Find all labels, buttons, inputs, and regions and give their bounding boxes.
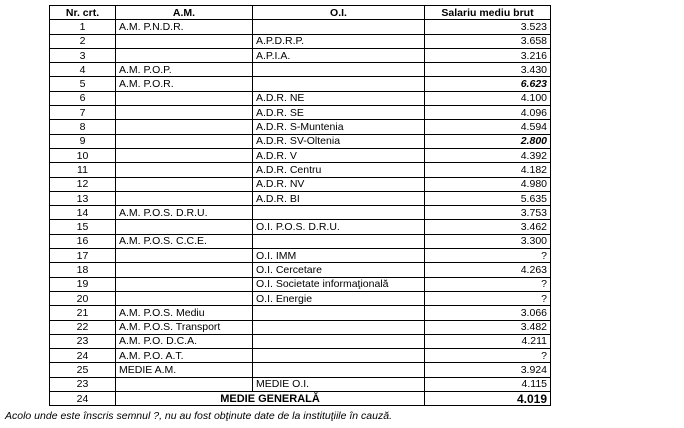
- row-salary: 4.980: [425, 177, 551, 191]
- row-nr: 11: [50, 163, 116, 177]
- table-row: [50, 291, 551, 305]
- row-oi: A.D.R. BI: [253, 191, 425, 205]
- row-oi: O.I. Societate informaţională: [253, 277, 425, 291]
- row-nr: 1: [50, 20, 116, 34]
- row-oi: A.D.R. SE: [253, 106, 425, 120]
- table-row: [50, 320, 551, 334]
- header-am: A.M.: [116, 6, 253, 20]
- row-salary: 3.924: [425, 363, 551, 377]
- row-oi: A.D.R. NE: [253, 91, 425, 105]
- row-salary: 3.300: [425, 234, 551, 248]
- row-am: A.M. P.O.S. Mediu: [116, 306, 253, 320]
- row-nr: 24: [50, 349, 116, 363]
- row-salary: 3.430: [425, 63, 551, 77]
- row-oi: [253, 363, 425, 377]
- row-am: [116, 91, 253, 105]
- row-salary: 4.392: [425, 148, 551, 162]
- table-row: [50, 134, 551, 148]
- row-salary: ?: [425, 349, 551, 363]
- row-am: [116, 106, 253, 120]
- row-am: A.M. P.O.S. Transport: [116, 320, 253, 334]
- row-oi: MEDIE O.I.: [253, 377, 425, 391]
- row-nr: 21: [50, 306, 116, 320]
- row-am: A.M. P.N.D.R.: [116, 20, 253, 34]
- row-salary: 4.182: [425, 163, 551, 177]
- row-salary: 3.462: [425, 220, 551, 234]
- row-am: MEDIE A.M.: [116, 363, 253, 377]
- header-nr: Nr. crt.: [50, 6, 116, 20]
- row-am: A.M. P.O.P.: [116, 63, 253, 77]
- row-oi: O.I. P.O.S. D.R.U.: [253, 220, 425, 234]
- row-nr: 14: [50, 206, 116, 220]
- row-oi: A.D.R. V: [253, 148, 425, 162]
- table-row: [50, 106, 551, 120]
- row-oi: A.D.R. SV-Oltenia: [253, 134, 425, 148]
- row-am: A.M. P.O. D.C.A.: [116, 334, 253, 348]
- row-salary: 5.635: [425, 191, 551, 205]
- row-oi: [253, 77, 425, 91]
- row-am: [116, 148, 253, 162]
- row-am: [116, 263, 253, 277]
- row-nr: 19: [50, 277, 116, 291]
- row-nr: 23: [50, 334, 116, 348]
- row-oi: [253, 63, 425, 77]
- salary-table: [49, 5, 551, 406]
- row-oi: [253, 320, 425, 334]
- row-oi: O.I. IMM: [253, 249, 425, 263]
- row-am: A.M. P.O.S. D.R.U.: [116, 206, 253, 220]
- row-salary: ?: [425, 277, 551, 291]
- row-nr: 3: [50, 48, 116, 62]
- table-body: [50, 20, 551, 406]
- table-row: [50, 206, 551, 220]
- row-salary: 3.523: [425, 20, 551, 34]
- row-nr: 18: [50, 263, 116, 277]
- row-am: A.M. P.O.S. C.C.E.: [116, 234, 253, 248]
- row-oi: [253, 234, 425, 248]
- footnote: Acolo unde este înscris semnul ?, nu au fost obţinute date de la instituţiile în cauză.: [5, 410, 392, 422]
- row-salary-highlight: 2.800: [425, 134, 551, 148]
- table-row: [50, 148, 551, 162]
- row-nr: 9: [50, 134, 116, 148]
- row-nr: 7: [50, 106, 116, 120]
- total-label: MEDIE GENERALĂ: [116, 392, 425, 406]
- row-salary: 3.066: [425, 306, 551, 320]
- row-salary-highlight: 6.623: [425, 77, 551, 91]
- row-am: A.M. P.O.R.: [116, 77, 253, 91]
- row-nr: 23: [50, 377, 116, 391]
- table-row: [50, 377, 551, 391]
- row-nr: 12: [50, 177, 116, 191]
- header-oi: O.I.: [253, 6, 425, 20]
- table-row: [50, 163, 551, 177]
- row-nr: 17: [50, 249, 116, 263]
- row-am: [116, 220, 253, 234]
- row-oi: [253, 20, 425, 34]
- row-salary: ?: [425, 249, 551, 263]
- row-salary: 3.482: [425, 320, 551, 334]
- row-oi: [253, 206, 425, 220]
- row-am: [116, 34, 253, 48]
- row-oi: A.P.D.R.P.: [253, 34, 425, 48]
- row-salary: ?: [425, 291, 551, 305]
- header-salary: Salariu mediu brut: [425, 6, 551, 20]
- row-oi: [253, 349, 425, 363]
- row-am: [116, 48, 253, 62]
- row-nr: 4: [50, 63, 116, 77]
- total-salary: 4.019: [425, 392, 551, 406]
- table-row: [50, 277, 551, 291]
- row-nr: 16: [50, 234, 116, 248]
- row-nr: 10: [50, 148, 116, 162]
- row-oi: A.D.R. NV: [253, 177, 425, 191]
- row-salary: 4.211: [425, 334, 551, 348]
- row-salary: 4.594: [425, 120, 551, 134]
- table-row: [50, 306, 551, 320]
- row-am: [116, 377, 253, 391]
- row-nr: 20: [50, 291, 116, 305]
- table-row: [50, 177, 551, 191]
- row-oi: A.D.R. S-Muntenia: [253, 120, 425, 134]
- row-salary: 4.096: [425, 106, 551, 120]
- table-row: [50, 334, 551, 348]
- row-nr: 25: [50, 363, 116, 377]
- row-am: [116, 163, 253, 177]
- row-salary: 3.216: [425, 48, 551, 62]
- table-row: [50, 20, 551, 34]
- row-am: [116, 191, 253, 205]
- row-salary: 3.658: [425, 34, 551, 48]
- total-nr: 24: [50, 392, 116, 406]
- row-nr: 8: [50, 120, 116, 134]
- row-salary: 4.100: [425, 91, 551, 105]
- table-row: [50, 91, 551, 105]
- table-row: [50, 63, 551, 77]
- row-nr: 15: [50, 220, 116, 234]
- row-nr: 2: [50, 34, 116, 48]
- table-row: [50, 120, 551, 134]
- table-row: [50, 263, 551, 277]
- row-nr: 5: [50, 77, 116, 91]
- row-am: [116, 291, 253, 305]
- table-row: [50, 191, 551, 205]
- table-row: [50, 234, 551, 248]
- row-nr: 13: [50, 191, 116, 205]
- row-am: [116, 249, 253, 263]
- row-oi: O.I. Cercetare: [253, 263, 425, 277]
- table-row: [50, 363, 551, 377]
- row-salary: 3.753: [425, 206, 551, 220]
- table-row: [50, 249, 551, 263]
- row-am: [116, 277, 253, 291]
- row-oi: A.P.I.A.: [253, 48, 425, 62]
- row-nr: 22: [50, 320, 116, 334]
- table-row: [50, 77, 551, 91]
- table-row: [50, 48, 551, 62]
- row-nr: 6: [50, 91, 116, 105]
- row-am: [116, 177, 253, 191]
- row-oi: O.I. Energie: [253, 291, 425, 305]
- table-row: [50, 34, 551, 48]
- row-oi: [253, 334, 425, 348]
- salary-table-container: [49, 5, 551, 406]
- row-salary: 4.115: [425, 377, 551, 391]
- table-row: [50, 349, 551, 363]
- row-salary: 4.263: [425, 263, 551, 277]
- header-row: [50, 6, 551, 20]
- row-oi: A.D.R. Centru: [253, 163, 425, 177]
- row-am: A.M. P.O. A.T.: [116, 349, 253, 363]
- table-row: [50, 220, 551, 234]
- row-am: [116, 120, 253, 134]
- row-am: [116, 134, 253, 148]
- total-row: [50, 392, 551, 406]
- row-oi: [253, 306, 425, 320]
